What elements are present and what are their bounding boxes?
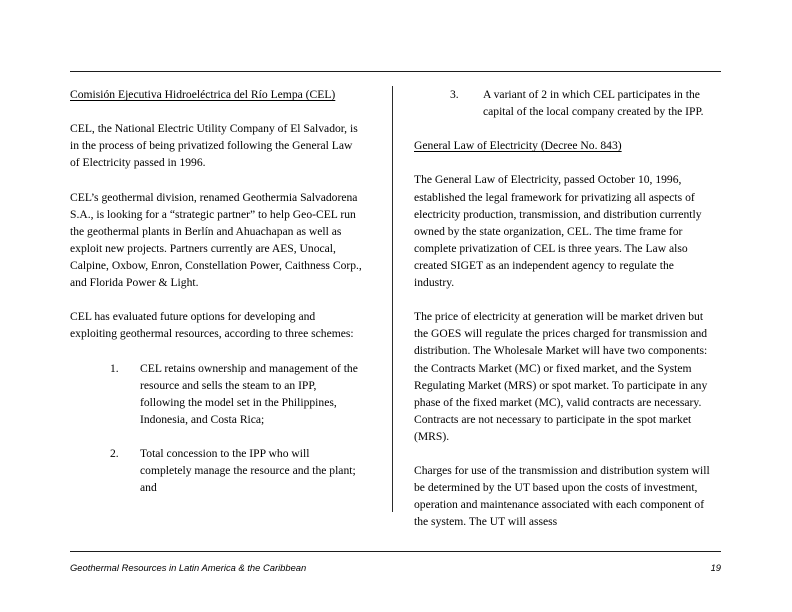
section-heading-cel: Comisión Ejecutiva Hidroeléctrica del Río Lempa (CEL) [70,88,336,101]
list-item-number: 2. [110,446,119,460]
paragraph-wholesale-market: The price of electricity at generation will be market driven but the GOES will regulate the prices charged for transmission and distribution. The Wholesale Market will have two components: the Contracts Market (MC) or fixed market, and the System Regulating Market (MRS) or spot market. To participate in any phase of the fixed market (MC), valid contracts are necessary. Contracts are not necessary to participate in the spot market (MRS). [414,310,708,443]
spacer [70,291,362,308]
paragraph-cel-privatization: CEL, the National Electric Utility Company of El Salvador, is in the process of being privatized following the General Law of Electricity passed in 1996. [70,122,358,170]
spacer [70,103,362,120]
footer-page-number: 19 [710,562,721,573]
spacer [414,154,714,171]
right-column [414,86,714,530]
spacer [70,342,362,359]
spacer [414,120,714,137]
paragraph-transmission-charges: Charges for use of the transmission and distribution system will be determined by the UT based upon the costs of investment, operation and maintenance associated with each component of the system. The UT will assess [414,464,710,529]
section-heading-general-law: General Law of Electricity (Decree No. 843) [414,139,622,153]
page-footer [70,562,721,573]
scheme-list-right [414,86,714,120]
list-item-number: 3. [450,88,459,101]
left-column [70,86,362,496]
header-rule [70,71,721,72]
list-item [110,445,362,496]
paragraph-three-schemes: CEL has evaluated future options for developing and exploiting geothermal resources, according to three schemes: [70,310,354,341]
list-item-number: 1. [110,361,119,375]
list-item [110,360,362,428]
paragraph-geothermia-partners: CEL’s geothermal division, renamed Geothermia Salvadorena S.A., is looking for a “strategic partner” to help Geo-CEL run the geothermal plants in Berlín and Ahuachapan as well as exploit new projects. Partners currently are AES, Unocal, Calpine, Oxbow, Enron, Constellation Power, Caithness Corp., and Florida Power & Light. [70,190,362,290]
list-item-text: CEL retains ownership and management of the resource and sells the steam to an IPP, following the model set in the Philippines, Indonesia, and Costa Rica; [140,361,358,426]
list-item [450,86,714,120]
footer-running-title: Geothermal Resources in Latin America & the Caribbean [70,562,307,573]
scheme-list-left [70,360,362,497]
paragraph-general-law-framework: The General Law of Electricity, passed October 10, 1996, established the legal framework for privatizing all aspects of electricity production, transmission, and distribution currently owned by the state organization, CEL. The time frame for complete privatization of CEL is three years. The Law also created SIGET as an independent agency to regulate the industry. [414,173,702,290]
column-divider [392,86,393,512]
list-item-text: Total concession to the IPP who will completely manage the resource and the plant; and [140,446,356,495]
spacer [414,291,714,308]
spacer [70,171,362,188]
footer-rule [70,551,721,552]
list-item-text: A variant of 2 in which CEL participates in the capital of the local company created by the IPP. [483,88,704,119]
spacer [414,445,714,462]
